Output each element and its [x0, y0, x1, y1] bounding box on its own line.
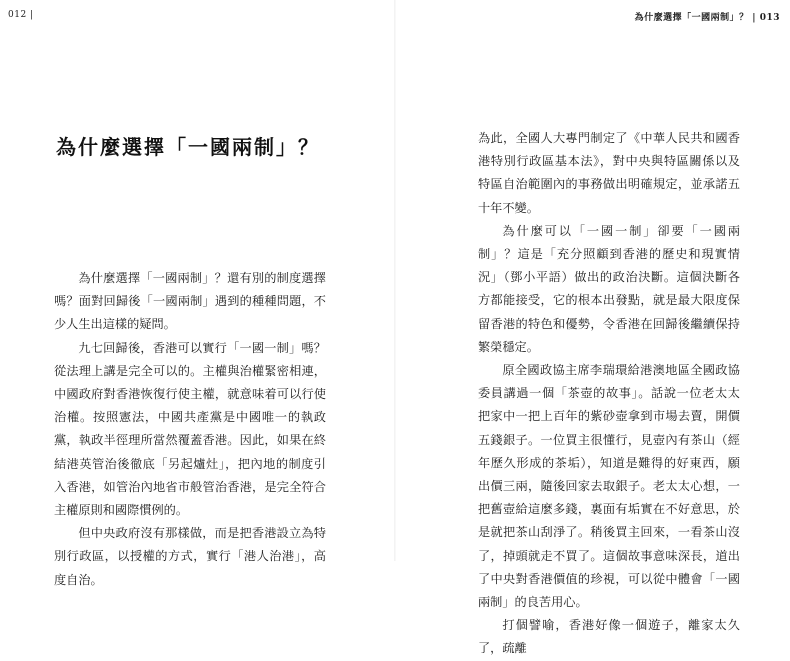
body-paragraph: 原全國政協主席李瑞環給港澳地區全國政協委員講過一個「茶壺的故事」。話說一位老太太把家中一把上百年的紫砂壺拿到市場去賣，開價五錢銀子。一位買主很懂行，見壺內有茶山（經年歷久形成的茶垢），知道是難得的好東西，願出價三兩，隨後回家去取銀子。老太太心想，一把舊壺給這麼多錢，裏面有垢實在不好意思，於是就把茶山刮淨了。稍後買主回來，一看茶山沒了，掉頭就走不買了。這個故事意味深長，道出了中央對香港價值的珍視，可以從中體會「一國兩制」的良苦用心。 — [478, 363, 740, 610]
body-paragraph-continued: 為此，全國人大專門制定了《中華人民共和國香港特別行政區基本法》，對中央與特區關係以及特區自治範圍內的事務做出明確規定，並承諾五十年不變。 — [478, 131, 740, 215]
body-paragraph: 九七回歸後，香港可以實行「一國一制」嗎？從法理上講是完全可以的。主權與治權緊密相連，中國政府對香港恢復行使主權，就意味着可以行使治權。按照憲法，中國共產黨是中國唯一的執政黨，執政半徑理所當然覆蓋香港。因此，如果在終結港英管治後徹底「另起爐灶」，把內地的制度引入香港，如管治內地省市般管治香港，是完全符合主權原則和國際慣例的。 — [54, 340, 326, 518]
chapter-title: 為什麼選擇「一國兩制」？ — [56, 135, 320, 159]
body-paragraph: 但中央政府沒有那樣做，而是把香港設立為特別行政區，以授權的方式，實行「港人治港」，高度自治。 — [54, 526, 326, 587]
right-page-body — [478, 127, 740, 661]
body-paragraph: 為什麼選擇「一國兩制」？還有別的制度選擇嗎？面對回歸後「一國兩制」遇到的種種問題，不少人生出這樣的疑問。 — [54, 271, 326, 332]
right-running-header: 為什麼選擇「一國兩制」？ | 013 — [634, 13, 780, 23]
left-page-body — [54, 267, 326, 592]
page-gutter — [394, 0, 396, 561]
left-running-header: 012 | — [8, 10, 34, 20]
body-paragraph: 為什麼可以「一國一制」卻要「一國兩制」？這是「充分照顧到香港的歷史和現實情況」（鄧小平語）做出的政治決斷。這個決斷各方都能接受，它的根本出發點，就是最大限度保留香港的特色和優勢，令香港在回歸後繼續保持繁榮穩定。 — [478, 223, 740, 354]
body-paragraph: 打個譬喻，香港好像一個遊子，離家太久了，疏離 — [478, 618, 740, 656]
